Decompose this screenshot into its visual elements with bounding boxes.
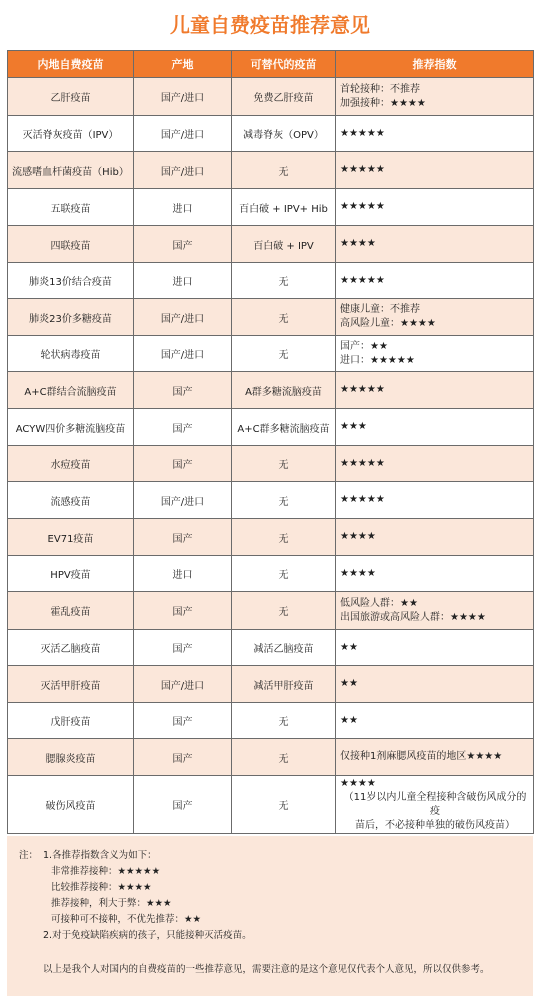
- vaccine-table-wrap: [7, 50, 533, 834]
- note-label: 注：: [19, 850, 39, 861]
- recommendation-cell: [336, 519, 534, 556]
- table-row: [8, 482, 534, 519]
- recommendation-cell: [336, 189, 534, 226]
- note-level: 比较推荐接种：★★★★: [51, 882, 152, 893]
- note-item-1-line: [19, 848, 533, 864]
- recommendation-cell: [336, 592, 534, 630]
- vaccine-name-cell: 肺炎13价结合疫苗: [8, 263, 134, 299]
- vaccine-name-cell: A+C群结合流脑疫苗: [8, 372, 134, 409]
- alternative-cell: 无: [232, 592, 336, 630]
- origin-cell: 国产/进口: [134, 336, 232, 372]
- vaccine-name-cell: ACYW四价多糖流脑疫苗: [8, 409, 134, 446]
- vaccine-name-cell: 破伤风疫苗: [8, 776, 134, 834]
- table-header-row: [8, 51, 534, 78]
- origin-cell: 国产: [134, 630, 232, 666]
- table-row: [8, 592, 534, 630]
- table-row: [8, 78, 534, 116]
- recommendation-cell: [336, 336, 534, 372]
- alternative-cell: 无: [232, 336, 336, 372]
- origin-cell: 进口: [134, 189, 232, 226]
- recommendation-line: ★★★★★: [340, 457, 385, 469]
- vaccine-name-cell: 乙肝疫苗: [8, 78, 134, 116]
- header-vaccine: 内地自费疫苗: [8, 51, 134, 78]
- recommendation-cell: [336, 116, 534, 152]
- recommendation-cell: [336, 372, 534, 409]
- table-row: [8, 152, 534, 189]
- header-alternative: 可替代的疫苗: [232, 51, 336, 78]
- alternative-cell: 免费乙肝疫苗: [232, 78, 336, 116]
- vaccine-name-cell: 戊肝疫苗: [8, 703, 134, 739]
- recommendation-line: 首轮接种：不推荐: [340, 83, 420, 95]
- recommendation-line: ★★★★: [340, 567, 376, 579]
- recommendation-cell: [336, 739, 534, 776]
- origin-cell: 国产: [134, 519, 232, 556]
- vaccine-name-cell: 霍乱疫苗: [8, 592, 134, 630]
- origin-cell: 国产: [134, 372, 232, 409]
- origin-cell: 国产/进口: [134, 78, 232, 116]
- recommendation-cell: [336, 446, 534, 482]
- recommendation-line: ★★★★: [340, 531, 376, 542]
- header-origin: 产地: [134, 51, 232, 78]
- recommendation-line: ★★: [340, 641, 358, 653]
- alternative-cell: 无: [232, 519, 336, 556]
- origin-cell: 进口: [134, 556, 232, 592]
- vaccine-name-cell: 肺炎23价多糖疫苗: [8, 299, 134, 336]
- table-row: [8, 776, 534, 834]
- alternative-cell: 无: [232, 739, 336, 776]
- vaccine-name-cell: 五联疫苗: [8, 189, 134, 226]
- vaccine-name-cell: 灭活脊灰疫苗（IPV）: [8, 116, 134, 152]
- recommendation-line: ★★★★★: [340, 274, 385, 286]
- origin-cell: 国产/进口: [134, 299, 232, 336]
- alternative-cell: 无: [232, 482, 336, 519]
- table-row: [8, 556, 534, 592]
- recommendation-cell: [336, 630, 534, 666]
- recommendation-line: ★★★★★: [340, 201, 385, 212]
- alternative-cell: 无: [232, 776, 336, 834]
- origin-cell: 国产: [134, 703, 232, 739]
- table-row: [8, 703, 534, 739]
- vaccine-name-cell: EV71疫苗: [8, 519, 134, 556]
- vaccine-name-cell: 流感嗜血杆菌疫苗（Hib）: [8, 152, 134, 189]
- origin-cell: 国产: [134, 409, 232, 446]
- recommendation-cell: [336, 152, 534, 189]
- recommendation-line: （11岁以内儿童全程接种含破伤风成分的疫: [343, 791, 527, 817]
- alternative-cell: 减毒脊灰（OPV）: [232, 116, 336, 152]
- page-title: 儿童自费疫苗推荐意见: [170, 13, 370, 37]
- recommendation-cell: [336, 776, 534, 834]
- table-row: [8, 519, 534, 556]
- origin-cell: 国产/进口: [134, 482, 232, 519]
- vaccine-name-cell: 水痘疫苗: [8, 446, 134, 482]
- recommendation-line: 苗后，不必接种单独的破伤风疫苗）: [355, 819, 515, 831]
- recommendation-cell: [336, 409, 534, 446]
- table-row: [8, 630, 534, 666]
- recommendation-cell: [336, 703, 534, 739]
- recommendation-cell: [336, 78, 534, 116]
- recommendation-line: 出国旅游或高风险人群：★★★★: [340, 611, 486, 623]
- origin-cell: 进口: [134, 263, 232, 299]
- recommendation-line: ★★: [340, 678, 358, 689]
- origin-cell: 国产: [134, 226, 232, 263]
- alternative-cell: 无: [232, 299, 336, 336]
- table-row: [8, 336, 534, 372]
- origin-cell: 国产: [134, 592, 232, 630]
- table-row: [8, 263, 534, 299]
- alternative-cell: 无: [232, 152, 336, 189]
- recommendation-line: ★★★★★: [340, 494, 385, 505]
- alternative-cell: 无: [232, 556, 336, 592]
- recommendation-line: ★★★★★: [340, 164, 385, 175]
- recommendation-line: ★★: [340, 714, 358, 726]
- origin-cell: 国产: [134, 446, 232, 482]
- table-row: [8, 372, 534, 409]
- alternative-cell: 百白破 + IPV+ Hib: [232, 189, 336, 226]
- note-level: 非常推荐接种：★★★★★: [51, 866, 161, 877]
- alternative-cell: 百白破 + IPV: [232, 226, 336, 263]
- table-body: [8, 78, 534, 834]
- recommendation-cell: [336, 666, 534, 703]
- alternative-cell: 减活甲肝疫苗: [232, 666, 336, 703]
- alternative-cell: 无: [232, 446, 336, 482]
- recommendation-cell: [336, 482, 534, 519]
- vaccine-table: [7, 50, 534, 834]
- table-row: [8, 226, 534, 263]
- table-row: [8, 189, 534, 226]
- alternative-cell: 无: [232, 263, 336, 299]
- alternative-cell: A群多糖流脑疫苗: [232, 372, 336, 409]
- recommendation-line: 健康儿童：不推荐: [340, 304, 420, 315]
- recommendation-line: ★★★: [340, 421, 367, 432]
- origin-cell: 国产: [134, 776, 232, 834]
- recommendation-cell: [336, 226, 534, 263]
- recommendation-line: 仅接种1剂麻腮风疫苗的地区★★★★: [340, 751, 503, 762]
- recommendation-line: 国产：★★: [340, 340, 388, 352]
- origin-cell: 国产/进口: [134, 152, 232, 189]
- recommendation-line: ★★★★: [340, 238, 376, 249]
- alternative-cell: A+C群多糖流脑疫苗: [232, 409, 336, 446]
- note-final: 以上是我个人对国内的自费疫苗的一些推荐意见，需要注意的是这个意见仅代表个人意见，所以仅供参考。: [43, 964, 490, 975]
- origin-cell: 国产: [134, 739, 232, 776]
- table-row: [8, 739, 534, 776]
- recommendation-cell: [336, 263, 534, 299]
- origin-cell: 国产/进口: [134, 116, 232, 152]
- recommendation-line: ★★★★★: [340, 127, 385, 139]
- recommendation-line: 低风险人群：★★: [340, 597, 418, 609]
- vaccine-name-cell: 灭活甲肝疫苗: [8, 666, 134, 703]
- table-row: [8, 116, 534, 152]
- note-item-2: 2.对于免疫缺陷疾病的孩子，只能接种灭活疫苗。: [43, 930, 252, 941]
- recommendation-cell: [336, 299, 534, 336]
- table-row: [8, 666, 534, 703]
- vaccine-name-cell: 流感疫苗: [8, 482, 134, 519]
- recommendation-cell: [336, 556, 534, 592]
- origin-cell: 国产/进口: [134, 666, 232, 703]
- vaccine-name-cell: 灭活乙脑疫苗: [8, 630, 134, 666]
- vaccine-name-cell: 四联疫苗: [8, 226, 134, 263]
- table-row: [8, 446, 534, 482]
- recommendation-line: 加强接种：★★★★: [340, 97, 426, 109]
- recommendation-line: 进口：★★★★★: [340, 354, 415, 366]
- note-item-1: 1.各推荐指数含义为如下：: [43, 850, 157, 861]
- note-level: 推荐接种，利大于弊：★★★: [51, 898, 172, 909]
- recommendation-line: ★★★★: [340, 777, 376, 789]
- vaccine-name-cell: HPV疫苗: [8, 556, 134, 592]
- header-recommendation: 推荐指数: [336, 51, 534, 78]
- vaccine-name-cell: 轮状病毒疫苗: [8, 336, 134, 372]
- table-row: [8, 409, 534, 446]
- notes-box: [7, 836, 533, 996]
- note-level: 可接种可不接种，不优先推荐：★★: [51, 914, 202, 925]
- recommendation-line: 高风险儿童：★★★★: [340, 318, 436, 329]
- alternative-cell: 减活乙脑疫苗: [232, 630, 336, 666]
- recommendation-line: ★★★★★: [340, 384, 385, 395]
- alternative-cell: 无: [232, 703, 336, 739]
- vaccine-name-cell: 腮腺炎疫苗: [8, 739, 134, 776]
- table-row: [8, 299, 534, 336]
